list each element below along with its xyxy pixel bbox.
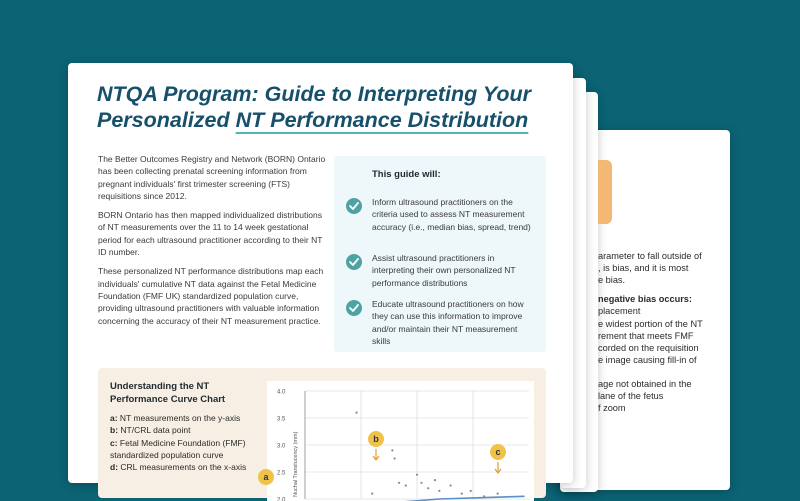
back-page-text: corded on the requisition: [598, 342, 728, 354]
front-page: [68, 63, 573, 483]
intro-paragraph: The Better Outcomes Registry and Network (BORN) Ontario has been collecting prenatal screening information from pregnant individuals' first trimester screening (FTS) requisitions since 2012.: [98, 153, 328, 202]
title-line-1: NTQA Program: Guide to Interpreting Your: [97, 81, 557, 107]
nt-performance-chart: [267, 381, 534, 501]
data-point: [427, 487, 429, 489]
legend-list: [110, 412, 270, 473]
guide-item-text: Inform ultrasound practitioners on the criteria used to assess NT measurement accuracy (i.e., median bias, spread, trend): [372, 196, 532, 233]
guide-heading: This guide will:: [372, 169, 441, 180]
marker-a: a: [258, 469, 274, 485]
data-point: [470, 490, 472, 492]
data-point: [371, 493, 373, 495]
intro-paragraph: BORN Ontario has then mapped individualized distributions of NT measurements over the 11 to 14 week gestational period for each ultrasound practitioner according to their NT ID number.: [98, 209, 328, 258]
guide-item-text: Educate ultrasound practitioners on how they can use this information to improve and/or maintain their NT measurement skills: [372, 298, 532, 347]
data-point: [438, 490, 440, 492]
check-circle-icon: [346, 300, 362, 316]
understanding-box: [98, 368, 546, 498]
legend-key: b:: [110, 425, 118, 435]
legend-item: [110, 437, 270, 462]
back-page-text: lane of the fetus: [598, 390, 728, 402]
legend-item: [110, 424, 270, 436]
intro-text: [98, 153, 328, 334]
legend-key: d:: [110, 462, 118, 472]
back-page-text: e widest portion of the NT: [598, 318, 728, 330]
understanding-heading: Understanding the NT Performance Curve Chart: [110, 381, 260, 406]
data-point: [420, 482, 422, 484]
data-point: [355, 412, 357, 414]
y-tick-label: 3.5: [277, 417, 286, 423]
data-point: [416, 474, 418, 476]
title-line-2-prefix: Personalized: [97, 108, 236, 132]
legend-key: a:: [110, 413, 118, 423]
marker-c: c: [490, 444, 506, 460]
back-page-text: placement: [598, 305, 728, 317]
title-highlight: NT Performance Distribution: [236, 108, 529, 132]
legend-text: Fetal Medicine Foundation (FMF) standardized population curve: [110, 438, 246, 460]
page-title: [97, 81, 557, 133]
back-page-text: f zoom: [598, 402, 728, 414]
data-point: [461, 493, 463, 495]
legend-text: CRL measurements on the x-axis: [118, 462, 246, 472]
data-point: [450, 484, 452, 486]
y-tick-label: 3.0: [277, 444, 286, 450]
back-page-text: , is bias, and it is most: [598, 262, 728, 274]
title-line-2: [97, 107, 557, 133]
legend-text: NT/CRL data point: [118, 425, 190, 435]
chart-svg: [267, 381, 534, 501]
data-point: [394, 457, 396, 459]
intro-paragraph: These personalized NT performance distributions map each individuals' cumulative NT data against the Fetal Medicine Foundation (FMF UK) standardized population curve, providing ultrasound practitioners with valuable information concerning the accuracy of their NT measurement practice.: [98, 265, 328, 326]
data-point: [434, 479, 436, 481]
y-tick-label: 4.0: [277, 390, 286, 396]
back-page-text: e image causing fill-in of: [598, 354, 728, 366]
back-page-text: age not obtained in the: [598, 378, 728, 390]
back-page-text: e bias.: [598, 274, 728, 286]
back-page-text: rement that meets FMF: [598, 330, 728, 342]
legend-key: c:: [110, 438, 118, 448]
y-tick-label: 2.0: [277, 498, 286, 501]
marker-b-arrow-icon: [372, 449, 380, 461]
data-point: [391, 449, 393, 451]
data-point: [497, 493, 499, 495]
data-point: [405, 484, 407, 486]
marker-c-arrow-icon: [494, 462, 502, 474]
guide-box: [334, 156, 546, 352]
legend-item: [110, 412, 270, 424]
fmf-curve: [368, 496, 525, 501]
back-page-subheading: negative bias occurs:: [598, 293, 728, 305]
y-axis-label: Nuchal Translucency (mm): [293, 431, 299, 497]
back-page-text: arameter to fall outside of: [598, 250, 728, 262]
legend-text: NT measurements on the y-axis: [118, 413, 241, 423]
marker-b: b: [368, 431, 384, 447]
data-point: [398, 482, 400, 484]
orange-tab: [598, 160, 612, 224]
y-tick-label: 2.5: [277, 471, 286, 477]
check-circle-icon: [346, 254, 362, 270]
guide-item-text: Assist ultrasound practitioners in interpreting their own personalized NT performance distributions: [372, 252, 532, 289]
legend-item: [110, 461, 270, 473]
check-circle-icon: [346, 198, 362, 214]
data-point: [483, 495, 485, 497]
